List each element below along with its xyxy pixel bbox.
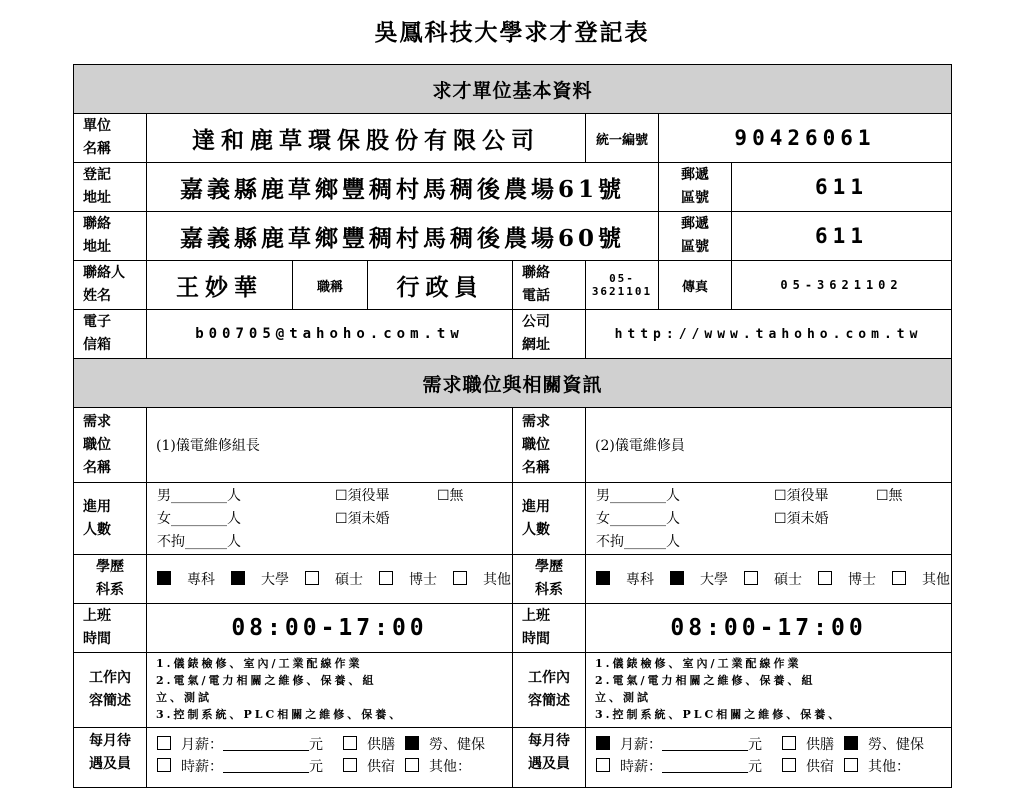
pay-option-salary[interactable]: 月薪： 元 <box>596 737 772 753</box>
company-name: 達和鹿草環保股份有限公司 <box>147 114 586 163</box>
website-label: 公司 網址 <box>513 310 586 359</box>
reg-address: 嘉義縣鹿草鄉豐稠村馬稠後農場61號 <box>147 163 659 212</box>
edu-option[interactable]: 大學 <box>231 572 289 588</box>
checkbox-icon[interactable] <box>782 758 796 772</box>
job-title: 行政員 <box>368 261 513 310</box>
pay-option-meal[interactable]: 供膳 <box>343 737 395 753</box>
work-time-1: 08:00-17:00 <box>147 604 513 653</box>
checkbox-icon[interactable] <box>405 736 419 750</box>
checkbox-icon[interactable] <box>157 736 171 750</box>
pay-label-2: 每月待 遇及員 <box>513 728 586 788</box>
pay-option-hourly[interactable]: 時薪： 元 <box>596 759 772 775</box>
edu-option[interactable]: 碩士 <box>305 572 363 588</box>
edu-option[interactable]: 其他 <box>453 572 511 588</box>
checkbox-icon[interactable] <box>670 571 684 585</box>
checkbox-icon[interactable] <box>782 736 796 750</box>
pay-option-meal[interactable]: 供膳 <box>782 737 834 753</box>
work-time-label-2: 上班 時間 <box>513 604 586 653</box>
website: http://www.tahoho.com.tw <box>586 310 952 359</box>
edu-option[interactable]: 專科 <box>157 572 215 588</box>
hire-count-label-2: 進用 人數 <box>513 483 586 555</box>
pay-option-lodge[interactable]: 供宿 <box>782 759 834 775</box>
contact-address-label: 聯絡 地址 <box>74 212 147 261</box>
job-title-label: 職稱 <box>293 261 368 310</box>
reg-address-label: 登記 地址 <box>74 163 147 212</box>
checkbox-icon[interactable] <box>892 571 906 585</box>
reg-zip: 611 <box>732 163 952 212</box>
pay-benefits-2 <box>586 728 952 788</box>
pay-option-insurance[interactable]: 勞、健保 <box>844 737 924 753</box>
checkbox-icon[interactable] <box>818 571 832 585</box>
hire-count-options-1: 男________人 ☐須役畢 ☐無 女________人 ☐須未婚 不拘______人 <box>147 483 513 555</box>
duties-1: 1.儀錶檢修、室內/工業配線作業 2.電氣/電力相關之維修、保養、組 立、測試 3.控制系統、PLC相關之維修、保養、 <box>147 653 513 728</box>
pay-benefits-1 <box>147 728 513 788</box>
phone: 05-3621101 <box>586 261 659 310</box>
contact-zip: 611 <box>732 212 952 261</box>
pay-option-other[interactable]: 其他： <box>844 759 910 775</box>
fax-label: 傳真 <box>659 261 732 310</box>
email: b00705@tahoho.com.tw <box>147 310 513 359</box>
work-time-label-1: 上班 時間 <box>74 604 147 653</box>
checkbox-icon[interactable] <box>343 758 357 772</box>
checkbox-icon[interactable] <box>305 571 319 585</box>
checkbox-icon[interactable] <box>379 571 393 585</box>
edu-option[interactable]: 其他 <box>892 572 950 588</box>
hire-count-label-1: 進用 人數 <box>74 483 147 555</box>
checkbox-icon[interactable] <box>343 736 357 750</box>
position-label-2: 需求 職位 名稱 <box>513 408 586 483</box>
company-name-label: 單位 名稱 <box>74 114 147 163</box>
checkbox-icon[interactable] <box>844 758 858 772</box>
contact-person-label: 聯絡人 姓名 <box>74 261 147 310</box>
edu-option[interactable]: 專科 <box>596 572 654 588</box>
checkbox-icon[interactable] <box>157 571 171 585</box>
contact-zip-label: 郵遞 區號 <box>659 212 732 261</box>
checkbox-icon[interactable] <box>405 758 419 772</box>
checkbox-icon[interactable] <box>744 571 758 585</box>
edu-option[interactable]: 博士 <box>379 572 437 588</box>
duties-label-1: 工作內 容簡述 <box>74 653 147 728</box>
section-header-jobs: 需求職位與相關資訊 <box>74 359 952 408</box>
recruitment-form <box>73 64 952 788</box>
checkbox-icon[interactable] <box>453 571 467 585</box>
duties-label-2: 工作內 容簡述 <box>513 653 586 728</box>
position-name-1: (1)儀電維修組長 <box>147 408 513 483</box>
edu-option[interactable]: 大學 <box>670 572 728 588</box>
checkbox-icon[interactable] <box>596 758 610 772</box>
email-label: 電子 信箱 <box>74 310 147 359</box>
position-label-1: 需求 職位 名稱 <box>74 408 147 483</box>
checkbox-icon[interactable] <box>596 736 610 750</box>
education-label-2: 學歷 科系 <box>513 555 586 604</box>
checkbox-icon[interactable] <box>157 758 171 772</box>
position-name-2: (2)儀電維修員 <box>586 408 952 483</box>
pay-option-lodge[interactable]: 供宿 <box>343 759 395 775</box>
edu-option[interactable]: 碩士 <box>744 572 802 588</box>
tax-id-label: 統一編號 <box>586 114 659 163</box>
pay-option-insurance[interactable]: 勞、健保 <box>405 737 485 753</box>
reg-zip-label: 郵遞 區號 <box>659 163 732 212</box>
section-header-company: 求才單位基本資料 <box>74 65 952 114</box>
contact-address: 嘉義縣鹿草鄉豐稠村馬稠後農場60號 <box>147 212 659 261</box>
education-label-1: 學歷 科系 <box>74 555 147 604</box>
contact-person: 王妙華 <box>147 261 293 310</box>
fax: 05-3621102 <box>732 261 952 310</box>
hire-count-options-2: 男________人 ☐須役畢 ☐無 女________人 ☐須未婚 不拘______人 <box>586 483 952 555</box>
checkbox-icon[interactable] <box>844 736 858 750</box>
edu-option[interactable]: 博士 <box>818 572 876 588</box>
pay-option-salary[interactable]: 月薪： 元 <box>157 737 333 753</box>
phone-label: 聯絡 電話 <box>513 261 586 310</box>
page-title: 吳鳳科技大學求才登記表 <box>374 19 650 46</box>
checkbox-icon[interactable] <box>596 571 610 585</box>
duties-2: 1.儀錶檢修、室內/工業配線作業 2.電氣/電力相關之維修、保養、組 立、測試 3.控制系統、PLC相關之維修、保養、 <box>586 653 952 728</box>
pay-option-other[interactable]: 其他： <box>405 759 471 775</box>
pay-label-1: 每月待 遇及員 <box>74 728 147 788</box>
pay-option-hourly[interactable]: 時薪： 元 <box>157 759 333 775</box>
education-options-1 <box>147 555 513 604</box>
tax-id: 90426061 <box>659 114 952 163</box>
education-options-2 <box>586 555 952 604</box>
checkbox-icon[interactable] <box>231 571 245 585</box>
work-time-2: 08:00-17:00 <box>586 604 952 653</box>
